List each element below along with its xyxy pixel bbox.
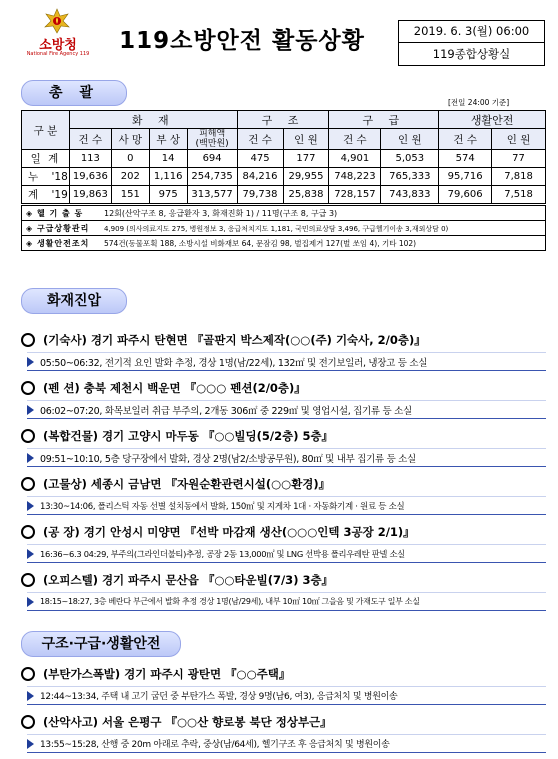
table-cell: 694 — [187, 150, 237, 168]
table-cell: 79,738 — [237, 186, 283, 205]
table-cell: 202 — [111, 168, 149, 186]
fire-section-tab: 화재진압 — [21, 288, 127, 314]
table-cell: 79,606 — [439, 186, 492, 205]
bullet-circle-icon — [21, 573, 35, 587]
row-label — [22, 186, 70, 205]
incident-detail: 09:51~10:10, 5층 당구장에서 발화, 경상 2명(남2/소방공무원), 80㎡ 및 내부 집기류 등 소실 — [40, 453, 416, 465]
table-cell: 29,955 — [283, 168, 329, 186]
table-cell: 19,863 — [69, 186, 111, 205]
table-cell: 5,053 — [381, 150, 439, 168]
table-cell: 1,116 — [149, 168, 187, 186]
table-cell: 7,518 — [492, 186, 546, 205]
summary-table — [21, 110, 546, 251]
incident-detail: 05:50~06:32, 전기적 요인 발화 추정, 경상 1명(남/22세), 132㎡ 및 전기보일러, 냉장고 등 소실 — [40, 357, 428, 369]
incident-detail: 06:02~07:20, 화목보일러 취급 부주의, 2개동 306㎡ 중 229㎡ 및 영업시설, 집기류 등 소실 — [40, 405, 412, 417]
note-text: 574건(동물포획 188, 소방시설 비화재보 64, 문잠김 98, 벌집제거 127(벌 쏘임 4), 기타 102) — [104, 238, 417, 248]
note-key: ◈ 구급상황관리 — [26, 223, 90, 233]
list-item — [21, 713, 546, 753]
note-row-helicopter — [22, 205, 546, 221]
fire-agency-emblem-icon — [42, 8, 72, 34]
list-item — [21, 379, 546, 419]
incident-heading: (산악사고) 서울 은평구 『○○산 향로봉 북단 정상부근』 — [43, 715, 332, 729]
note-key: ◈ 생활안전조치 — [26, 238, 90, 248]
incident-heading: (오피스텔) 경기 파주시 문산읍 『○○타운빌(7/3) 3층』 — [43, 573, 334, 587]
bullet-circle-icon — [21, 333, 35, 347]
list-item — [21, 665, 546, 705]
incident-heading: (기숙사) 경기 파주시 탄현면 『골판지 박스제작(○○(주) 기숙사, 2/0층)』 — [43, 333, 426, 347]
col-header-safety-count: 건 수 — [439, 129, 492, 150]
table-cell: 84,216 — [237, 168, 283, 186]
group-header-fire: 화 재 — [69, 111, 237, 129]
col-header-ems-count: 건 수 — [329, 129, 381, 150]
group-header-safety: 생활안전 — [439, 111, 546, 129]
row-label-text: 누 — [28, 171, 39, 183]
table-row — [22, 150, 546, 168]
note-text: 4,909 (의사의료지도 275, 병원정보 3, 응급처치지도 1,181, 국민의료상담 3,496, 구급헬기이송 3,재외상담 0) — [104, 224, 449, 233]
triangle-bullet-icon — [27, 501, 34, 511]
triangle-bullet-icon — [27, 597, 34, 607]
rescue-section-tab: 구조·구급·생활안전 — [21, 631, 181, 657]
row-label: 일 계 — [22, 150, 70, 168]
group-header-rescue: 구 조 — [237, 111, 329, 129]
report-title: 119소방안전 활동상황 — [119, 28, 365, 54]
table-cell: 77 — [492, 150, 546, 168]
incident-heading: (고물상) 세종시 금남면 『자원순환관련시설(○○환경)』 — [43, 477, 331, 491]
incident-detail: 16:36~6.3 04:29, 부주의(그라인더불티)추정, 공장 2동 13,000㎡ 및 LNG 선박용 폴리우레탄 판넬 소실 — [40, 548, 405, 559]
triangle-bullet-icon — [27, 357, 34, 367]
bullet-circle-icon — [21, 525, 35, 539]
report-date: 2019. 6. 3(월) 06:00 — [399, 21, 544, 43]
col-header-fire-damage: 피해액 (백만원) — [187, 129, 237, 150]
col-header-rescue-people: 인 원 — [283, 129, 329, 150]
list-item — [21, 331, 546, 371]
unit-note: [전일 24:00 기준] — [448, 98, 510, 107]
incident-detail: 13:55~15:28, 산행 중 20m 아래로 추락, 중상(남/64세), 헬기구조 후 응급처치 및 병원이송 — [40, 740, 390, 750]
table-cell: 0 — [111, 150, 149, 168]
table-cell: 748,223 — [329, 168, 381, 186]
table-cell: 313,577 — [187, 186, 237, 205]
bullet-circle-icon — [21, 381, 35, 395]
col-header-safety-people: 인 원 — [492, 129, 546, 150]
row-label-year: '18 — [51, 171, 68, 183]
table-cell: 14 — [149, 150, 187, 168]
table-cell: 4,901 — [329, 150, 381, 168]
table-cell: 95,716 — [439, 168, 492, 186]
triangle-bullet-icon — [27, 453, 34, 463]
col-header-ems-people: 인 원 — [381, 129, 439, 150]
list-item — [21, 523, 546, 563]
table-cell: 254,735 — [187, 168, 237, 186]
table-row — [22, 186, 546, 205]
report-office: 119종합상황실 — [432, 47, 511, 61]
table-cell: 7,818 — [492, 168, 546, 186]
incident-detail: 18:15~18:27, 3층 베란다 부근에서 발화 추정 경상 1명(남/29세), 내부 10㎡ 10㎡ 그을음 및 가재도구 일부 소실 — [40, 597, 420, 606]
triangle-bullet-icon — [27, 691, 34, 701]
row-label — [22, 168, 70, 186]
bullet-circle-icon — [21, 429, 35, 443]
agency-english-name: National Fire Agency 119 — [26, 51, 90, 57]
col-header-fire-count: 건 수 — [69, 129, 111, 150]
incident-heading: (부탄가스폭발) 경기 파주시 광탄면 『○○주택』 — [43, 667, 291, 681]
date-box — [398, 20, 545, 66]
note-key: ◈ 헬 기 출 동 — [26, 208, 84, 218]
table-cell: 151 — [111, 186, 149, 205]
table-row — [22, 168, 546, 186]
col-header-fire-injuries: 부 상 — [149, 129, 187, 150]
summary-section-tab: 총 괄 — [21, 80, 127, 106]
table-cell: 743,833 — [381, 186, 439, 205]
incident-heading: (복합건물) 경기 고양시 마두동 『○○빌딩(5/2층) 5층』 — [43, 429, 334, 443]
note-row-ems-management — [22, 221, 546, 236]
incident-detail: 13:30~14:06, 폴리스틱 자동 선별 설치동에서 발화, 150㎡ 및 지게차 1대 · 자동화기계 · 원료 등 소실 — [40, 501, 405, 512]
row-label-year: '19 — [51, 189, 68, 201]
incident-detail: 12:44~13:34, 주택 내 고기 굽던 중 부탄가스 폭발, 경상 9명(남6, 여3), 응급처치 및 병원이송 — [40, 692, 398, 702]
triangle-bullet-icon — [27, 405, 34, 415]
note-row-safety — [22, 236, 546, 251]
agency-name: 소방청 — [39, 38, 77, 53]
incident-heading: (공 장) 경기 안성시 미양면 『선박 마감재 생산(○○○인텍 3공장 2/1)』 — [43, 525, 415, 539]
table-cell: 475 — [237, 150, 283, 168]
table-cell: 975 — [149, 186, 187, 205]
agency-logo — [14, 8, 102, 64]
table-cell: 177 — [283, 150, 329, 168]
bullet-circle-icon — [21, 477, 35, 491]
col-header-rescue-count: 건 수 — [237, 129, 283, 150]
list-item — [21, 427, 546, 467]
table-cell: 574 — [439, 150, 492, 168]
triangle-bullet-icon — [27, 739, 34, 749]
table-cell: 19,636 — [69, 168, 111, 186]
table-cell: 765,333 — [381, 168, 439, 186]
bullet-circle-icon — [21, 667, 35, 681]
col-header-category: 구 분 — [22, 111, 70, 150]
note-text: 12회(산악구조 8, 응급환자 3, 화재진화 1) / 11명(구조 8, 구급 3) — [104, 208, 338, 218]
bullet-circle-icon — [21, 715, 35, 729]
incident-heading: (펜 션) 충북 제천시 백운면 『○○○ 펜션(2/0층)』 — [43, 381, 306, 395]
list-item — [21, 571, 546, 611]
table-cell: 728,157 — [329, 186, 381, 205]
triangle-bullet-icon — [27, 549, 34, 559]
col-header-fire-deaths: 사 망 — [111, 129, 149, 150]
table-cell: 113 — [69, 150, 111, 168]
list-item — [21, 475, 546, 515]
table-cell: 25,838 — [283, 186, 329, 205]
group-header-ems: 구 급 — [329, 111, 439, 129]
row-label-text: 계 — [28, 189, 39, 201]
